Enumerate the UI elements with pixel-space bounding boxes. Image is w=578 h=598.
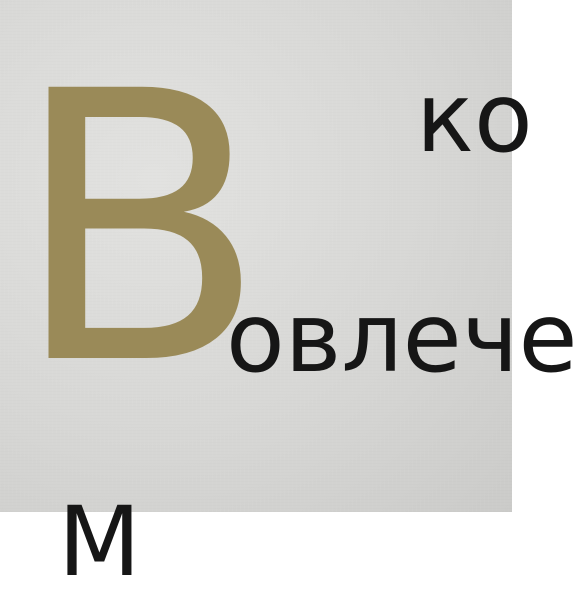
middle-word-fragment: овлече	[226, 282, 578, 394]
decorative-initial-letter: В	[12, 13, 268, 446]
bottom-word-fragment: М	[58, 486, 141, 598]
top-word-fragment: ко	[416, 62, 533, 174]
